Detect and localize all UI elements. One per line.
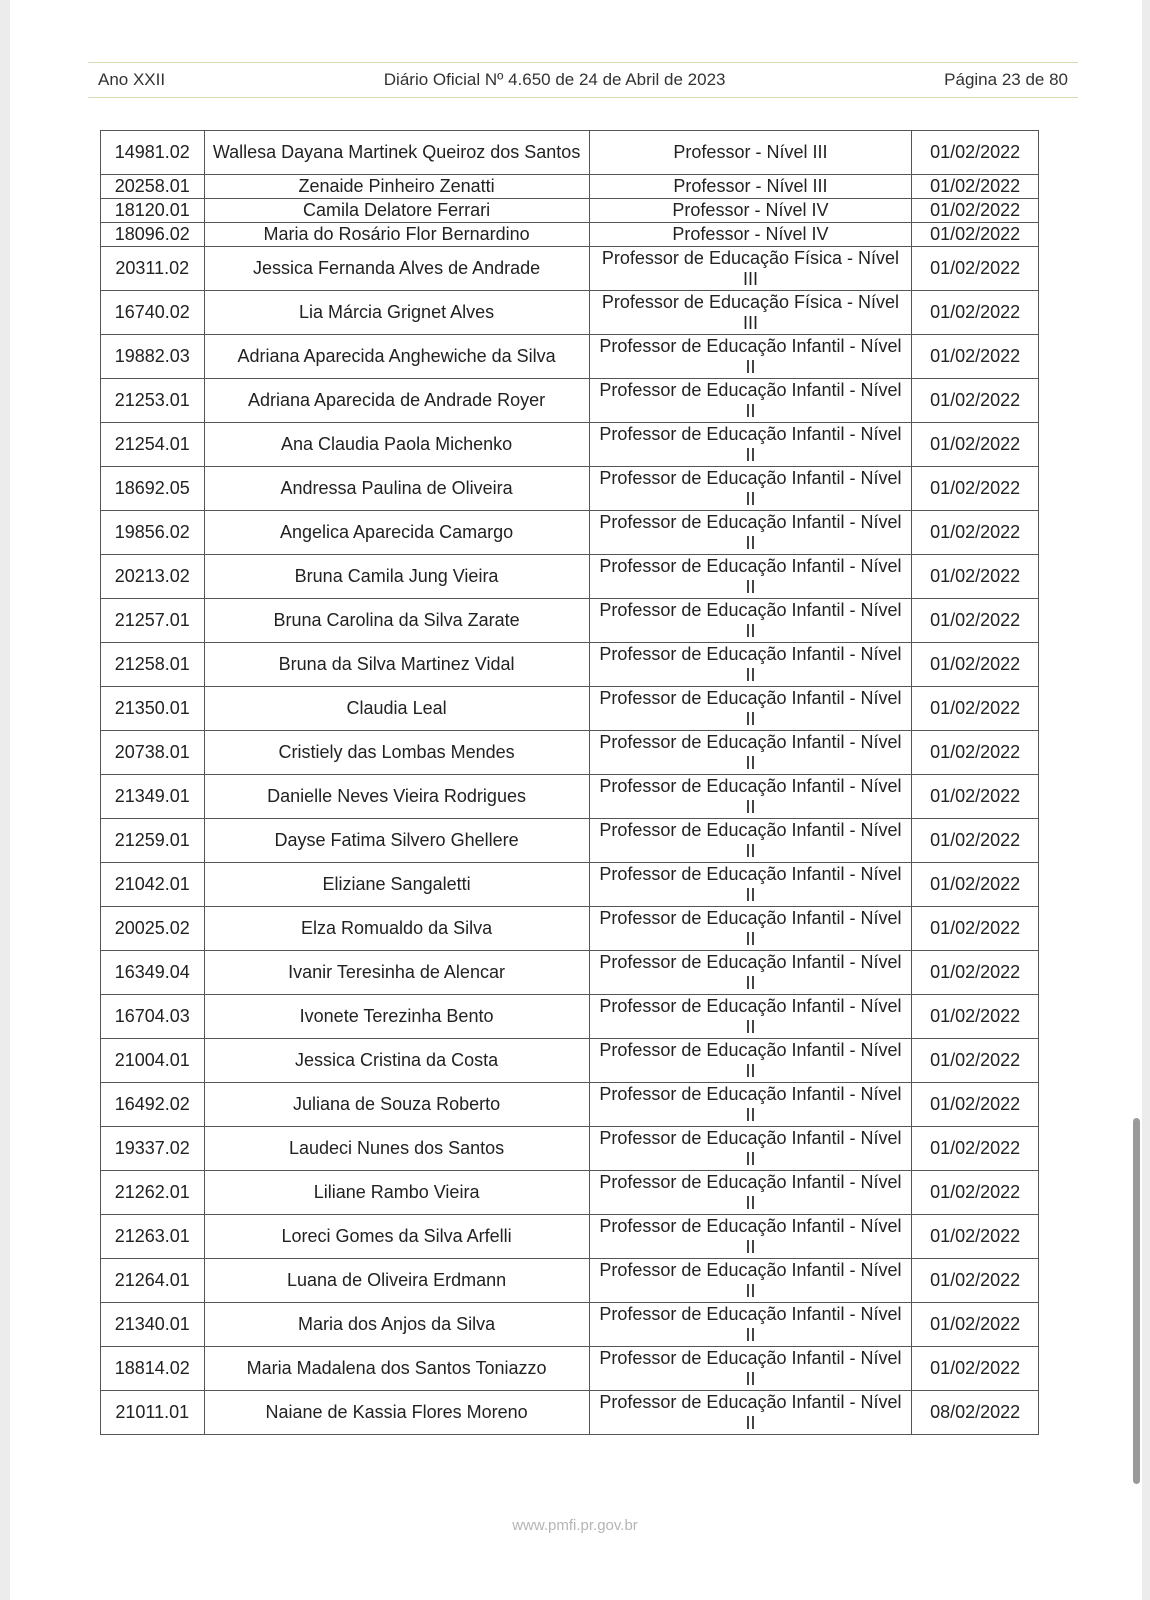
position-cell: Professor - Nível IV <box>589 223 912 247</box>
scrollbar[interactable] <box>1133 1118 1140 1484</box>
position-cell: Professor de Educação Infantil - Nível II <box>589 1391 912 1435</box>
position-cell: Professor de Educação Infantil - Nível II <box>589 775 912 819</box>
name-cell: Andressa Paulina de Oliveira <box>204 467 589 511</box>
date-cell: 01/02/2022 <box>912 247 1039 291</box>
date-cell: 08/02/2022 <box>912 1391 1039 1435</box>
name-cell: Claudia Leal <box>204 687 589 731</box>
date-cell: 01/02/2022 <box>912 175 1039 199</box>
position-cell: Professor de Educação Infantil - Nível II <box>589 467 912 511</box>
table-row <box>101 379 1039 423</box>
table-row <box>101 247 1039 291</box>
table-row <box>101 555 1039 599</box>
position-cell: Professor de Educação Infantil - Nível II <box>589 687 912 731</box>
matricula-cell: 18096.02 <box>101 223 205 247</box>
date-cell: 01/02/2022 <box>912 687 1039 731</box>
name-cell: Zenaide Pinheiro Zenatti <box>204 175 589 199</box>
matricula-cell: 21258.01 <box>101 643 205 687</box>
matricula-cell: 21263.01 <box>101 1215 205 1259</box>
date-cell: 01/02/2022 <box>912 199 1039 223</box>
name-cell: Jessica Cristina da Costa <box>204 1039 589 1083</box>
position-cell: Professor - Nível III <box>589 175 912 199</box>
date-cell: 01/02/2022 <box>912 731 1039 775</box>
table-row <box>101 467 1039 511</box>
date-cell: 01/02/2022 <box>912 223 1039 247</box>
position-cell: Professor de Educação Infantil - Nível II <box>589 731 912 775</box>
matricula-cell: 20311.02 <box>101 247 205 291</box>
date-cell: 01/02/2022 <box>912 555 1039 599</box>
matricula-cell: 21253.01 <box>101 379 205 423</box>
date-cell: 01/02/2022 <box>912 1171 1039 1215</box>
page-header <box>88 62 1078 98</box>
name-cell: Wallesa Dayana Martinek Queiroz dos Santos <box>204 131 589 175</box>
table-row <box>101 643 1039 687</box>
table-row <box>101 599 1039 643</box>
position-cell: Professor de Educação Infantil - Nível II <box>589 1039 912 1083</box>
date-cell: 01/02/2022 <box>912 995 1039 1039</box>
matricula-cell: 21254.01 <box>101 423 205 467</box>
matricula-cell: 16349.04 <box>101 951 205 995</box>
position-cell: Professor de Educação Infantil - Nível II <box>589 511 912 555</box>
position-cell: Professor de Educação Infantil - Nível II <box>589 1215 912 1259</box>
position-cell: Professor de Educação Infantil - Nível II <box>589 1171 912 1215</box>
name-cell: Angelica Aparecida Camargo <box>204 511 589 555</box>
table-row <box>101 951 1039 995</box>
date-cell: 01/02/2022 <box>912 951 1039 995</box>
table-row <box>101 291 1039 335</box>
table-row <box>101 335 1039 379</box>
name-cell: Juliana de Souza Roberto <box>204 1083 589 1127</box>
name-cell: Laudeci Nunes dos Santos <box>204 1127 589 1171</box>
matricula-cell: 20258.01 <box>101 175 205 199</box>
date-cell: 01/02/2022 <box>912 819 1039 863</box>
name-cell: Loreci Gomes da Silva Arfelli <box>204 1215 589 1259</box>
name-cell: Adriana Aparecida de Andrade Royer <box>204 379 589 423</box>
matricula-cell: 18120.01 <box>101 199 205 223</box>
header-page-number: Página 23 de 80 <box>944 70 1068 89</box>
position-cell: Professor de Educação Infantil - Nível II <box>589 951 912 995</box>
date-cell: 01/02/2022 <box>912 1303 1039 1347</box>
name-cell: Bruna da Silva Martinez Vidal <box>204 643 589 687</box>
name-cell: Maria do Rosário Flor Bernardino <box>204 223 589 247</box>
table-row <box>101 1391 1039 1435</box>
name-cell: Eliziane Sangaletti <box>204 863 589 907</box>
name-cell: Jessica Fernanda Alves de Andrade <box>204 247 589 291</box>
name-cell: Ivonete Terezinha Bento <box>204 995 589 1039</box>
matricula-cell: 21262.01 <box>101 1171 205 1215</box>
matricula-cell: 19882.03 <box>101 335 205 379</box>
position-cell: Professor de Educação Infantil - Nível II <box>589 555 912 599</box>
matricula-cell: 21259.01 <box>101 819 205 863</box>
date-cell: 01/02/2022 <box>912 467 1039 511</box>
name-cell: Ana Claudia Paola Michenko <box>204 423 589 467</box>
table-row <box>101 199 1039 223</box>
table-row <box>101 511 1039 555</box>
position-cell: Professor de Educação Infantil - Nível II <box>589 379 912 423</box>
matricula-cell: 21004.01 <box>101 1039 205 1083</box>
position-cell: Professor - Nível III <box>589 131 912 175</box>
matricula-cell: 20213.02 <box>101 555 205 599</box>
name-cell: Bruna Carolina da Silva Zarate <box>204 599 589 643</box>
matricula-cell: 19856.02 <box>101 511 205 555</box>
date-cell: 01/02/2022 <box>912 1127 1039 1171</box>
matricula-cell: 16740.02 <box>101 291 205 335</box>
date-cell: 01/02/2022 <box>912 1083 1039 1127</box>
table-row <box>101 1347 1039 1391</box>
matricula-cell: 21340.01 <box>101 1303 205 1347</box>
name-cell: Maria dos Anjos da Silva <box>204 1303 589 1347</box>
position-cell: Professor de Educação Infantil - Nível II <box>589 643 912 687</box>
matricula-cell: 21350.01 <box>101 687 205 731</box>
position-cell: Professor de Educação Infantil - Nível II <box>589 599 912 643</box>
name-cell: Cristiely das Lombas Mendes <box>204 731 589 775</box>
matricula-cell: 18692.05 <box>101 467 205 511</box>
name-cell: Maria Madalena dos Santos Toniazzo <box>204 1347 589 1391</box>
table-row <box>101 907 1039 951</box>
header-title: Diário Oficial Nº 4.650 de 24 de Abril de 2023 <box>383 70 726 89</box>
date-cell: 01/02/2022 <box>912 599 1039 643</box>
position-cell: Professor de Educação Infantil - Nível II <box>589 335 912 379</box>
matricula-cell: 21011.01 <box>101 1391 205 1435</box>
header-year: Ano XXII <box>98 70 166 89</box>
position-cell: Professor de Educação Infantil - Nível II <box>589 1127 912 1171</box>
matricula-cell: 19337.02 <box>101 1127 205 1171</box>
name-cell: Danielle Neves Vieira Rodrigues <box>204 775 589 819</box>
table-row <box>101 1259 1039 1303</box>
date-cell: 01/02/2022 <box>912 379 1039 423</box>
position-cell: Professor de Educação Física - Nível III <box>589 247 912 291</box>
name-cell: Bruna Camila Jung Vieira <box>204 555 589 599</box>
date-cell: 01/02/2022 <box>912 863 1039 907</box>
staff-table <box>100 130 1039 1435</box>
table-row <box>101 1171 1039 1215</box>
date-cell: 01/02/2022 <box>912 1215 1039 1259</box>
date-cell: 01/02/2022 <box>912 907 1039 951</box>
matricula-cell: 16704.03 <box>101 995 205 1039</box>
table-row <box>101 223 1039 247</box>
name-cell: Elza Romualdo da Silva <box>204 907 589 951</box>
matricula-cell: 21349.01 <box>101 775 205 819</box>
table-row <box>101 1039 1039 1083</box>
position-cell: Professor de Educação Infantil - Nível II <box>589 863 912 907</box>
table-row <box>101 1215 1039 1259</box>
position-cell: Professor de Educação Infantil - Nível II <box>589 907 912 951</box>
table-row <box>101 423 1039 467</box>
table-row <box>101 1127 1039 1171</box>
date-cell: 01/02/2022 <box>912 775 1039 819</box>
name-cell: Adriana Aparecida Anghewiche da Silva <box>204 335 589 379</box>
table-row <box>101 731 1039 775</box>
name-cell: Naiane de Kassia Flores Moreno <box>204 1391 589 1435</box>
position-cell: Professor - Nível IV <box>589 199 912 223</box>
matricula-cell: 14981.02 <box>101 131 205 175</box>
date-cell: 01/02/2022 <box>912 643 1039 687</box>
date-cell: 01/02/2022 <box>912 1259 1039 1303</box>
table-row <box>101 1303 1039 1347</box>
date-cell: 01/02/2022 <box>912 131 1039 175</box>
staff-table-body <box>101 131 1039 1435</box>
position-cell: Professor de Educação Infantil - Nível II <box>589 1259 912 1303</box>
position-cell: Professor de Educação Infantil - Nível II <box>589 1303 912 1347</box>
table-row <box>101 995 1039 1039</box>
matricula-cell: 21042.01 <box>101 863 205 907</box>
position-cell: Professor de Educação Infantil - Nível II <box>589 1083 912 1127</box>
matricula-cell: 18814.02 <box>101 1347 205 1391</box>
table-row <box>101 175 1039 199</box>
date-cell: 01/02/2022 <box>912 423 1039 467</box>
table-row <box>101 131 1039 175</box>
table-row <box>101 687 1039 731</box>
date-cell: 01/02/2022 <box>912 335 1039 379</box>
name-cell: Luana de Oliveira Erdmann <box>204 1259 589 1303</box>
table-row <box>101 863 1039 907</box>
position-cell: Professor de Educação Física - Nível III <box>589 291 912 335</box>
date-cell: 01/02/2022 <box>912 1347 1039 1391</box>
date-cell: 01/02/2022 <box>912 511 1039 555</box>
name-cell: Liliane Rambo Vieira <box>204 1171 589 1215</box>
table-row <box>101 775 1039 819</box>
matricula-cell: 21257.01 <box>101 599 205 643</box>
matricula-cell: 21264.01 <box>101 1259 205 1303</box>
date-cell: 01/02/2022 <box>912 1039 1039 1083</box>
date-cell: 01/02/2022 <box>912 291 1039 335</box>
table-row <box>101 1083 1039 1127</box>
position-cell: Professor de Educação Infantil - Nível II <box>589 819 912 863</box>
position-cell: Professor de Educação Infantil - Nível II <box>589 1347 912 1391</box>
table-row <box>101 819 1039 863</box>
name-cell: Camila Delatore Ferrari <box>204 199 589 223</box>
name-cell: Ivanir Teresinha de Alencar <box>204 951 589 995</box>
name-cell: Dayse Fatima Silvero Ghellere <box>204 819 589 863</box>
position-cell: Professor de Educação Infantil - Nível II <box>589 423 912 467</box>
name-cell: Lia Márcia Grignet Alves <box>204 291 589 335</box>
position-cell: Professor de Educação Infantil - Nível II <box>589 995 912 1039</box>
footer-url[interactable]: www.pmfi.pr.gov.br <box>512 1517 638 1534</box>
matricula-cell: 20025.02 <box>101 907 205 951</box>
matricula-cell: 16492.02 <box>101 1083 205 1127</box>
matricula-cell: 20738.01 <box>101 731 205 775</box>
